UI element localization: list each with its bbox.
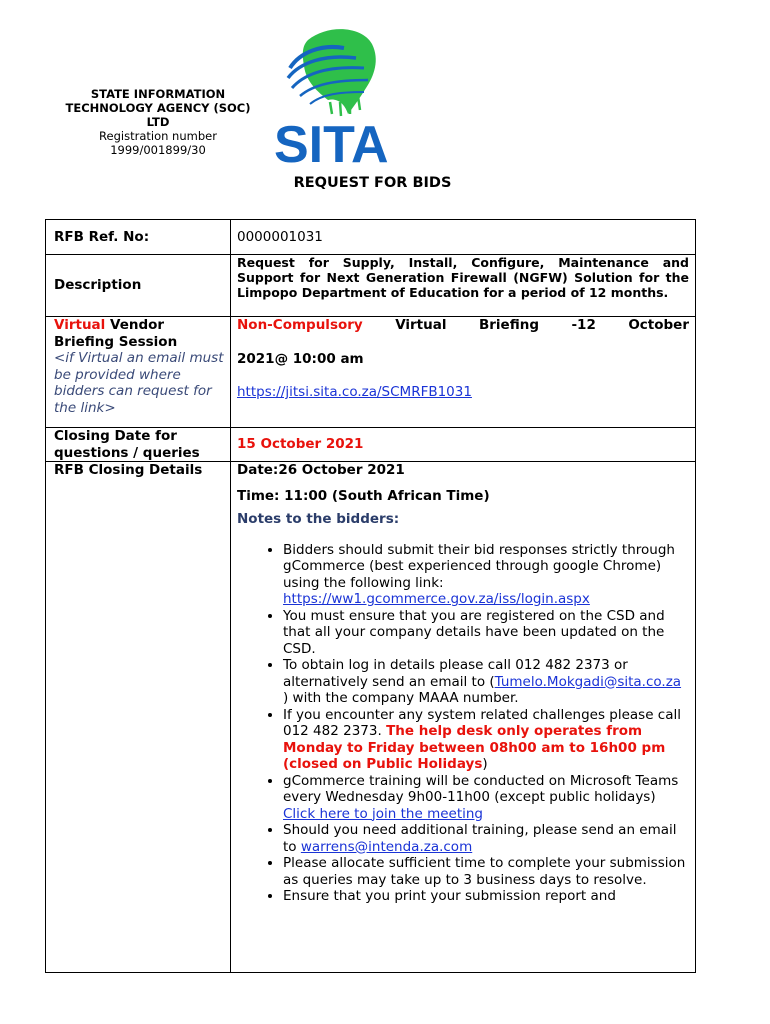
logo-wordmark: SITA: [274, 116, 389, 172]
agency-block: [46, 87, 270, 157]
briefing-line2: 2021@ 10:00 am: [237, 350, 364, 367]
table-row: [46, 317, 696, 428]
sita-logo: [270, 22, 400, 172]
briefing-word-day: -12: [571, 317, 596, 333]
email-link-warrens[interactable]: warrens@intenda.za.com: [300, 838, 473, 855]
briefing-word-month: October: [628, 317, 689, 333]
closing-questions-label: Closing Date for questions / queries: [46, 428, 231, 462]
list-item: • Ensure that you print your submission report and: [283, 888, 689, 905]
notes-list: [237, 542, 689, 905]
list-item: • If you encounter any system related challenges please call 012 482 2373. The help desk only operates from Monday to Friday between 08h00 am to 16h00 pm (closed on Public Holidays): [283, 707, 689, 773]
list-item: • To obtain log in details please call 012 482 2373 or alternatively send an email to (Tumelo.Mokgadi@sita.co.za ) with the company MAAA number.: [283, 657, 689, 707]
briefing-link[interactable]: https://jitsi.sita.co.za/SCMRFB1031: [237, 384, 472, 400]
page-title: REQUEST FOR BIDS: [293, 175, 452, 191]
list-item: • Should you need additional training, please send an email to warrens@intenda.za.com: [283, 822, 689, 855]
closing-details-label: RFB Closing Details: [46, 462, 231, 973]
list-item: • You must ensure that you are registered on the CSD and that all your company details have been updated on the CSD.: [283, 608, 689, 658]
briefing-compulsory: Non-Compulsory: [237, 317, 363, 333]
list-item: • Bidders should submit their bid responses strictly through gCommerce (best experienced through google Chrome) using the following link: https://ww1.gcommerce.gov.za/iss/login.aspx: [283, 542, 689, 608]
list-item: • gCommerce training will be conducted on Microsoft Teams every Wednesday 9h00-11h00 (except public holidays) Click here to join the meeting: [283, 773, 689, 823]
gcommerce-login-link[interactable]: https://ww1.gcommerce.gov.za/iss/login.aspx: [283, 591, 590, 607]
agency-name-line2: TECHNOLOGY AGENCY (SOC): [65, 101, 251, 115]
agency-name-line1: STATE INFORMATION: [90, 87, 226, 101]
table-row: [46, 428, 696, 462]
email-link-tumelo[interactable]: Tumelo.Mokgadi@sita.co.za: [494, 673, 682, 690]
notes-heading: Notes to the bidders:: [237, 511, 400, 527]
closing-questions-value: 15 October 2021: [231, 428, 696, 462]
rfb-details-table: [45, 219, 696, 973]
briefing-line1: [237, 317, 689, 334]
ref-label: RFB Ref. No:: [46, 220, 231, 255]
description-value: Request for Supply, Install, Configure, Maintenance and Support for Next Generation Firewall (NGFW) Solution for the Limpopo Department of Education for a period of 12 months.: [231, 255, 696, 317]
briefing-word-briefing: Briefing: [478, 317, 539, 333]
briefing-label-note: <if Virtual an email must be provided where bidders can request for the link>: [54, 350, 224, 416]
registration-label: Registration number: [99, 129, 217, 143]
ref-value: 0000001031: [231, 220, 696, 255]
briefing-label-text: Vendor Briefing Session: [54, 317, 178, 350]
briefing-value: [231, 317, 696, 428]
table-row: [46, 255, 696, 317]
description-label: Description: [46, 255, 231, 317]
briefing-word-virtual: Virtual: [395, 317, 447, 333]
registration-number: 1999/001899/30: [110, 143, 206, 157]
briefing-label-virtual: Virtual: [54, 317, 106, 333]
closing-time: Time: 11:00 (South African Time): [237, 487, 490, 504]
table-row: [46, 462, 696, 973]
table-row: [46, 220, 696, 255]
agency-name-line3: LTD: [146, 115, 170, 129]
closing-details-value: [231, 462, 696, 973]
join-meeting-link[interactable]: Click here to join the meeting: [283, 805, 484, 822]
closing-date: Date:26 October 2021: [237, 462, 405, 478]
list-item: • Please allocate sufficient time to complete your submission as queries may take up to 3 business days to resolve.: [283, 855, 689, 888]
briefing-label: [46, 317, 231, 428]
africa-swirl-icon: [288, 29, 376, 116]
helpdesk-hours: The help desk only operates from Monday to Friday between 08h00 am to 16h00 pm (closed on Public Holidays: [283, 723, 666, 772]
